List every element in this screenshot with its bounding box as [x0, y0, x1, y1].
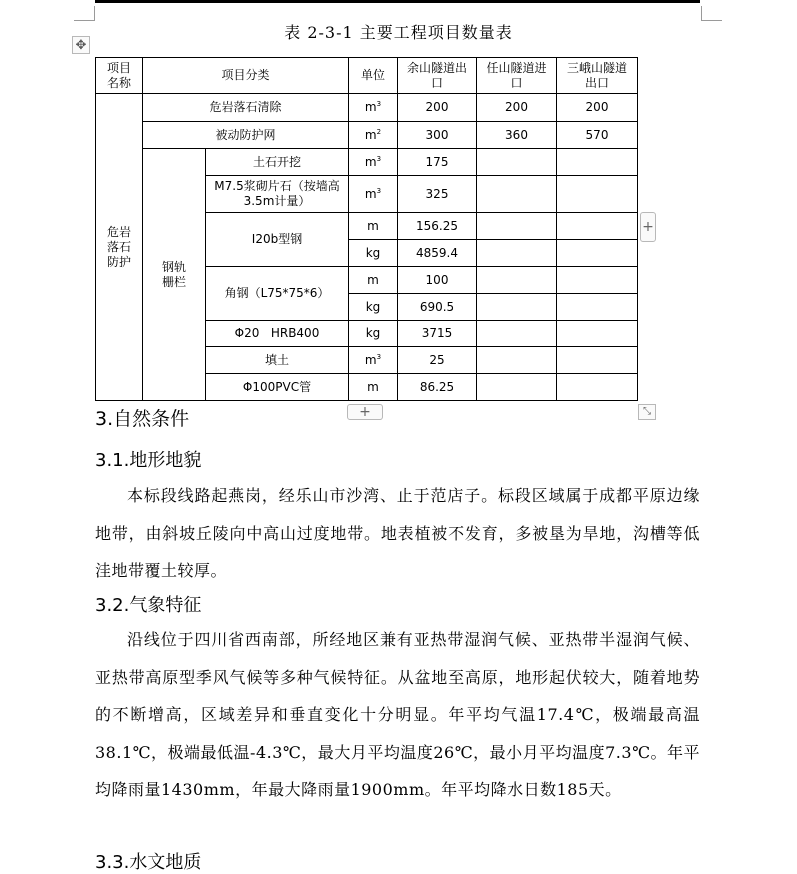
- table-row: [96, 122, 638, 149]
- cell-v1: 100: [398, 267, 477, 294]
- cell-item: M7.5浆砌片石（按墙高3.5m计量）: [206, 176, 349, 213]
- cell-v1: 3715: [398, 321, 477, 347]
- cell-unit: m: [349, 267, 398, 294]
- header-col3: 三峨山隧道出口: [557, 58, 638, 94]
- add-row-button[interactable]: [640, 212, 656, 242]
- plus-icon: +: [359, 404, 371, 420]
- cell-v1: 175: [398, 149, 477, 176]
- cell-unit: kg: [349, 294, 398, 321]
- cell-item: Φ20 HRB400: [206, 321, 349, 347]
- paragraph-terrain: 本标段线路起燕岗，经乐山市沙湾、止于范店子。标段区域属于成都平原边缘地带，由斜坡丘陵向中高山过度地带。地表植被不发育，多被垦为旱地，沟槽等低洼地带覆土较厚。: [95, 486, 700, 580]
- cell-v1: 690.5: [398, 294, 477, 321]
- cell-v3: 200: [557, 94, 638, 122]
- cell-v2: [477, 347, 557, 374]
- cell-unit: $m^2$: [349, 122, 398, 149]
- cell-v2: 360: [477, 122, 557, 149]
- page-corner-mark-left: [74, 6, 95, 21]
- cell-v3: [557, 374, 638, 401]
- cell-unit: $m^3$: [349, 149, 398, 176]
- cell-v3: [557, 347, 638, 374]
- cell-v1: 25: [398, 347, 477, 374]
- cell-v1: 86.25: [398, 374, 477, 401]
- cell-v2: [477, 213, 557, 240]
- cell-v2: [477, 149, 557, 176]
- header-col1: 余山隧道出口: [398, 58, 477, 94]
- page-top-border: [95, 0, 700, 3]
- cell-v2: [477, 374, 557, 401]
- cell-v3: [557, 213, 638, 240]
- table-row: [96, 149, 638, 176]
- header-category: 项目分类: [143, 58, 349, 94]
- heading-climate: 3.2.气象特征: [95, 595, 202, 616]
- cell-v2: [477, 267, 557, 294]
- cell-v2: [477, 176, 557, 213]
- move-icon: ✥: [75, 38, 87, 53]
- cell-unit: kg: [349, 321, 398, 347]
- cell-v2: 200: [477, 94, 557, 122]
- cell-unit: m: [349, 374, 398, 401]
- heading-hydrology: 3.3.水文地质: [95, 852, 202, 873]
- cell-unit: $m^3$: [349, 176, 398, 213]
- group-sub-cell: 钢轨栅栏: [143, 149, 206, 401]
- header-unit: 单位: [349, 58, 398, 94]
- cell-v3: [557, 240, 638, 267]
- heading-terrain: 3.1.地形地貌: [95, 450, 202, 471]
- cell-v3: [557, 294, 638, 321]
- header-name: 项目名称: [96, 58, 143, 94]
- cell-item: Φ100PVC管: [206, 374, 349, 401]
- cell-item: 填土: [206, 347, 349, 374]
- cell-unit: $m^3$: [349, 347, 398, 374]
- cell-unit: kg: [349, 240, 398, 267]
- cell-v1: 200: [398, 94, 477, 122]
- quantity-table: [95, 57, 638, 401]
- cell-unit: $m^3$: [349, 94, 398, 122]
- cell-v3: [557, 267, 638, 294]
- paragraph-climate: 沿线位于四川省西南部，所经地区兼有亚热带湿润气候、亚热带半湿润气候、亚热带高原型季风气候等多种气候特征。从盆地至高原，地形起伏较大，随着地势的不断增高，区域差异和垂直变化十分明显。年平均气温17.4℃，极端最高温38.1℃，极端最低温-4.3℃，最大月平均温度26℃，最小月平均温度7.3℃。年平均降雨量1430mm，年最大降雨量1900mm。年平均降水日数185天。: [95, 630, 700, 799]
- cell-v2: [477, 240, 557, 267]
- cell-v1: 156.25: [398, 213, 477, 240]
- add-column-button[interactable]: [347, 404, 383, 420]
- table-resize-handle[interactable]: [638, 404, 656, 420]
- cell-v1: 300: [398, 122, 477, 149]
- cell-v1: 4859.4: [398, 240, 477, 267]
- cell-v1: 325: [398, 176, 477, 213]
- cell-unit: m: [349, 213, 398, 240]
- cell-v3: [557, 149, 638, 176]
- cell-item: I20b型钢: [206, 213, 349, 267]
- cell-v3: [557, 321, 638, 347]
- cell-v3: [557, 176, 638, 213]
- cell-item: 土石开挖: [206, 149, 349, 176]
- page-corner-mark-right: [701, 6, 722, 21]
- resize-icon: ⤡: [643, 406, 651, 417]
- table-row: [96, 94, 638, 122]
- plus-icon: +: [642, 219, 654, 235]
- cell-v3: 570: [557, 122, 638, 149]
- cell-item: 被动防护网: [143, 122, 349, 149]
- cell-v2: [477, 294, 557, 321]
- table-caption: 表 2-3-1 主要工程项目数量表: [284, 23, 513, 42]
- cell-v2: [477, 321, 557, 347]
- heading-natural-conditions: 3.自然条件: [95, 408, 190, 430]
- cell-item: 角钢（L75*75*6）: [206, 267, 349, 321]
- table-header-row: [96, 58, 638, 94]
- header-col2: 任山隧道进口: [477, 58, 557, 94]
- cell-item: 危岩落石清除: [143, 94, 349, 122]
- group-main-cell: 危岩落石防护: [96, 94, 143, 401]
